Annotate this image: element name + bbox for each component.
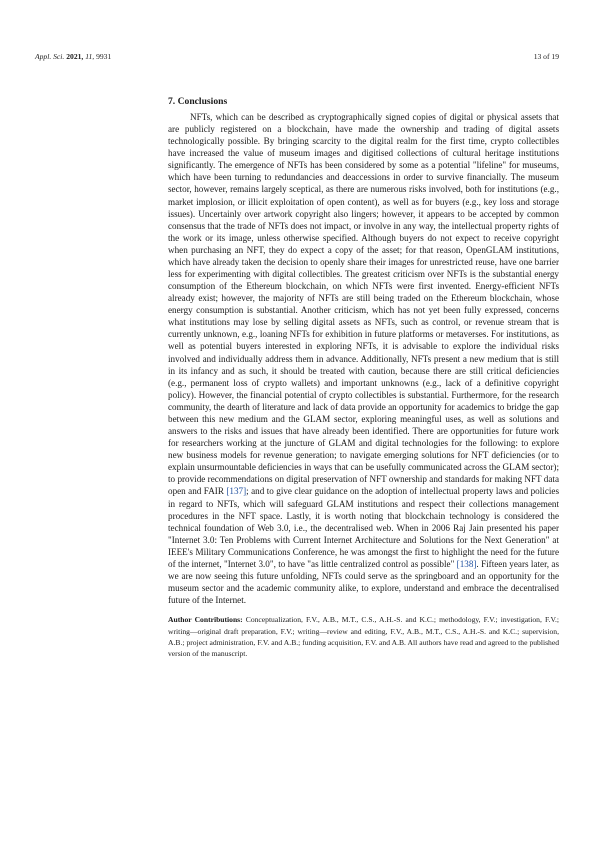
journal-citation bbox=[35, 51, 111, 63]
running-header bbox=[35, 51, 559, 63]
page-number: 13 of 19 bbox=[533, 52, 559, 61]
journal-volume: 11, bbox=[85, 52, 95, 61]
section-heading: 7. Conclusions bbox=[168, 96, 228, 107]
citation-link-138[interactable]: [138] bbox=[456, 558, 477, 569]
conclusions-text-part-1: NFTs, which can be described as cryptographically signed copies of digital or physical assets that are publicly registered on a blockchain, have made the ownership and trading of digital assets technologically possible. By bringing scarcity to the digital realm for the first time, crypto collectibles have increased the value of museum images and digitised collections of cultural heritage institutions significantly. The emergence of NFTs has been considered by some as a potential "lifeline" for museums, which have been turning to redundancies and deaccessions in order to survive financially. The museum sector, however, remains largely sceptical, as there are numerous risks involved, both for institutions (e.g., market implosion, or illicit exploitation of open content), as well as for buyers (e.g., key loss and storage issues). Uncertainly over artwork copyright also lingers; however, it appears to be accepted by common consensus that the trade of NFTs does not impact, or involve in any way, the intellectual property rights of the work or its image, unless otherwise specified. Although buyers do not expect to receive copyright when purchasing an NFT, they do expect a copy of the asset; for that reason, OpenGLAM institutions, which have already taken the decision to openly share their images for unrestricted reuse, have one barrier less for experimenting with digital collectibles. The greatest criticism over NFTs is the substantial energy consumption of the Ethereum blockchain, on which NFTs were first invented. Energy-efficient NFTs already exist; however, the majority of NFTs are still being traded on the Ethereum blockchain, whose energy consumption is substantial. Another criticism, which has not yet been fully expressed, concerns what institutions may lose by selling digital assets as NFTs, such as control, or revenue stream that is currently unknown, e.g., loaning NFTs for exhibition in future platforms or metaverses. For institutions, as well as potential buyers interested in exploring NFTs, it is advisable to explore the individual risks involved and individually address them in advance. Additionally, NFTs present a new medium that is still in its infancy and as such, it should be treated with caution, because there are still critical deficiencies (e.g., permanent loss of crypto wallets) and important unknowns (e.g., lack of a definitive copyright policy). However, the financial potential of crypto collectibles is substantial. Furthermore, for the research community, the dearth of literature and lack of data provide an opportunity for academics to bridge the gap between this new medium and the GLAM sector, exploring meaningful uses, as well as solutions and answers to the risks and issues that have already been identified. There are opportunities for future work for researchers working at the juncture of GLAM and digital technologies for the following: to explore new business models for revenue generation; to navigate emerging solutions for NFT deficiencies (or to explain unsurmountable deficiencies in ways that can be usefully communicated across the GLAM sector); to provide recommendations on digital preservation of NFT ownership and standards for making NFT data open and FAIR bbox=[168, 112, 559, 497]
article-number: 9931 bbox=[96, 52, 112, 61]
journal-name: Appl. Sci. bbox=[35, 52, 65, 61]
author-contributions bbox=[168, 614, 559, 660]
author-contributions-text: Conceptualization, F.V., A.B., M.T., C.S., A.H.-S. and K.C.; methodology, F.V.; investigation, F.V.; writing—original draft preparation, F.V.; writing—review and editing, F.V., A.B., M.T., C.S., A.H.-S. and K.C.; supervision, A.B.; project administration, F.V. and A.B.; funding acquisition, F.V. and A.B. All authors have read and agreed to the published version of the manuscript. bbox=[168, 615, 559, 659]
conclusions-paragraph bbox=[168, 111, 559, 606]
citation-link-137[interactable]: [137] bbox=[226, 486, 247, 497]
conclusions-text-part-2: ; and to give clear guidance on the adoption of intellectual property laws and policies in regard to NFTs, which will safeguard GLAM institutions and respect their collections management procedures in the NFT space. Lastly, it is worth noting that blockchain technology is considered the technical foundation of Web 3.0, i.e., the decentralised web. When in 2006 Raj Jain presented his paper "Internet 3.0: Ten Problems with Current Internet Architecture and Solutions for the Next Generation" at IEEE's Military Communications Conference, he was amongst the first to highlight the need for the future of the internet, "Internet 3.0", to have "as little centralized control as possible" bbox=[168, 486, 560, 569]
author-contributions-label: Author Contributions: bbox=[168, 615, 243, 625]
main-content bbox=[168, 95, 559, 660]
conclusions-text-part-3: . Fifteen years later, as we are now seeing this future unfolding, NFTs could serve as the springboard and an opportunity for the museum sector and the academic community alike, to explore, understand and embrace the decentralised future of the Internet. bbox=[168, 558, 559, 606]
journal-year: 2021, bbox=[66, 52, 84, 61]
